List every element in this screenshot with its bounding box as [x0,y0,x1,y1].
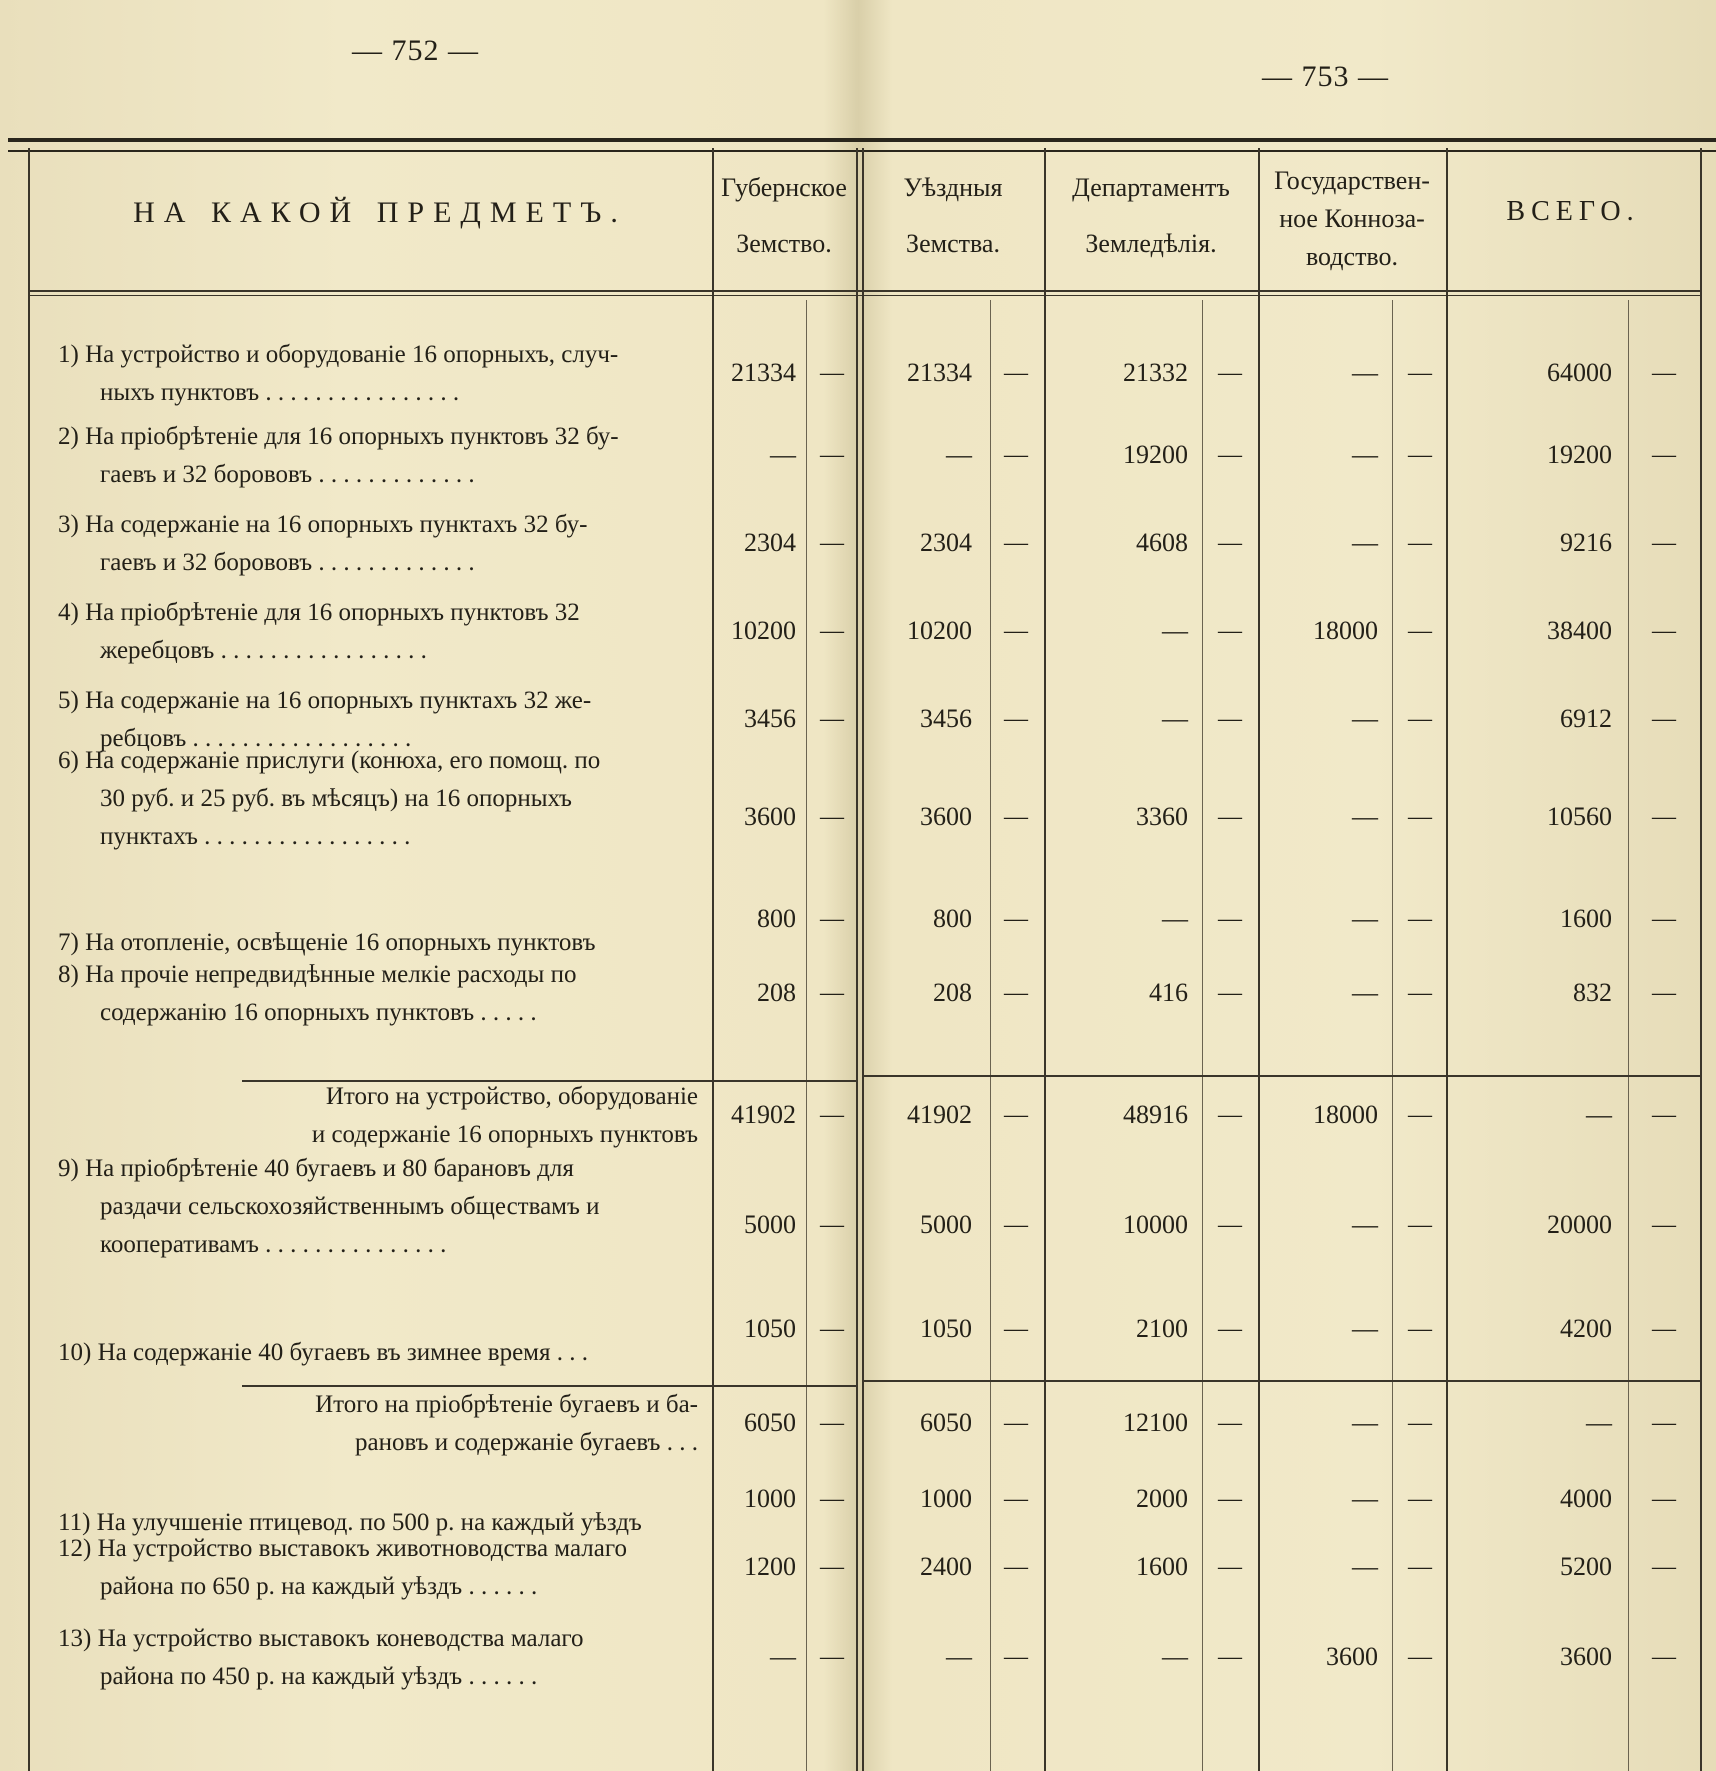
cell-uezd-k: — [1004,980,1028,1006]
cell-uezd: 10200 [907,616,972,645]
cell-dept-k: — [1218,530,1242,556]
cell-gos-k: — [1408,1212,1432,1238]
cell-gos: — [1352,358,1378,387]
row-label-line: ребцовъ . . . . . . . . . . . . . . . . . . [100,725,412,752]
row-label [58,506,698,582]
header-uezd [862,168,1044,264]
row-label-line: 10) На содержаніе 40 бугаевъ въ зимнее время . . . [58,1339,589,1366]
row-label-line: 9) На пріобрѣтеніе 40 бугаевъ и 80 барановъ для [58,1155,574,1182]
cell-gub: 3456 [744,704,796,733]
cell-gub: — [770,440,796,469]
cell-total: — [1586,1408,1612,1437]
cell-gos: 18000 [1313,616,1378,645]
cell-uezd: 800 [933,904,972,933]
cell-dept: 1600 [1136,1552,1188,1581]
cell-gub: 10200 [731,616,796,645]
cell-dept: — [1162,904,1188,933]
header-gos-line2: ное Конноза- [1279,204,1425,233]
cell-gub: 1050 [744,1314,796,1343]
row-label-line: гаевъ и 32 борововъ . . . . . . . . . . . . . [100,549,475,576]
cell-gos: — [1352,1484,1378,1513]
row-label [58,742,698,856]
cell-gos-k: — [1408,442,1432,468]
cell-gub: 2304 [744,528,796,557]
row-label-line: 8) На прочіе непредвидѣнные мелкіе расходы по [58,961,577,988]
cell-uezd: — [946,440,972,469]
header-subject: НА КАКОЙ ПРЕДМЕТЪ. [133,196,627,229]
cell-uezd: 2304 [920,528,972,557]
row-label-line: содержанію 16 опорныхъ пунктовъ . . . . . [100,999,537,1026]
row-label-line: пунктахъ . . . . . . . . . . . . . . . . . [100,823,411,850]
cell-total-k: — [1652,1486,1676,1512]
cell-uezd: 6050 [920,1408,972,1437]
row-label-line: 30 руб. и 25 руб. въ мѣсяцъ) на 16 опорныхъ [100,785,572,812]
subtotal-rule-2-right [862,1380,1700,1382]
cell-gub-k: — [820,1410,844,1436]
cell-dept: 19200 [1123,440,1188,469]
cell-gos-k: — [1408,530,1432,556]
cell-total: 5200 [1560,1552,1612,1581]
row-label [58,1150,698,1264]
cell-total: — [1586,1100,1612,1129]
row-label-line: района по 450 р. на каждый уѣздъ . . . . . . [100,1663,538,1690]
header-dept-line2: Земледѣлія. [1085,229,1217,258]
cell-uezd-k: — [1004,618,1028,644]
cell-total-k: — [1652,442,1676,468]
cell-uezd: 3600 [920,802,972,831]
cell-dept-k: — [1218,706,1242,732]
cell-gub-k: — [820,1486,844,1512]
row-label-line: района по 650 р. на каждый уѣздъ . . . . . . [100,1573,538,1600]
row-label-line: кооперативамъ . . . . . . . . . . . . . . . [100,1231,447,1258]
cell-uezd-k: — [1004,530,1028,556]
row-label-line: 11) На улучшеніе птицевод. по 500 р. на каждый уѣздъ [58,1509,642,1536]
cell-dept: — [1162,616,1188,645]
cell-gub-k: — [820,618,844,644]
cell-total: 4200 [1560,1314,1612,1343]
col-divider-gos-kop [1392,300,1393,1771]
cell-total-k: — [1652,618,1676,644]
cell-uezd: 1050 [920,1314,972,1343]
cell-dept: 10000 [1123,1210,1188,1239]
cell-total-k: — [1652,1212,1676,1238]
cell-gub-k: — [820,360,844,386]
cell-gos: — [1352,704,1378,733]
cell-gos-k: — [1408,804,1432,830]
col-divider-gub-kop [806,300,807,1771]
cell-dept-k: — [1218,1316,1242,1342]
cell-uezd-k: — [1004,804,1028,830]
col-divider-total-kop [1628,300,1629,1771]
cell-total: 10560 [1547,802,1612,831]
row-label-line: раздачи сельскохозяйственнымъ обществамъ и [100,1193,600,1220]
cell-dept-k: — [1218,360,1242,386]
cell-dept-k: — [1218,1212,1242,1238]
col-divider-gos [1258,148,1260,1771]
cell-gub-k: — [820,980,844,1006]
cell-gos: — [1352,528,1378,557]
cell-gub: — [770,1642,796,1671]
cell-uezd: 41902 [907,1100,972,1129]
cell-dept-k: — [1218,442,1242,468]
row-label-line: 3) На содержаніе на 16 опорныхъ пунктахъ 32 бу- [58,511,588,538]
cell-uezd-k: — [1004,1486,1028,1512]
page-number-right: — 753 — [1262,60,1389,93]
row-label-line: 1) На устройство и оборудованіе 16 опорныхъ, случ- [58,341,619,368]
cell-total-k: — [1652,980,1676,1006]
header-dept [1044,168,1258,264]
page-number-left: — 752 — [352,34,479,67]
cell-dept: 2100 [1136,1314,1188,1343]
cell-uezd-k: — [1004,360,1028,386]
cell-dept-k: — [1218,1554,1242,1580]
cell-uezd-k: — [1004,1102,1028,1128]
table-right-border [1700,148,1702,1771]
cell-total-k: — [1652,360,1676,386]
row-label [58,1334,698,1372]
cell-dept-k: — [1218,1486,1242,1512]
cell-gub: 6050 [744,1408,796,1437]
header-gos [1258,162,1446,276]
row-label-line: 7) На отопленіе, освѣщеніе 16 опорныхъ пунктовъ [58,929,596,956]
row-label-line: 5) На содержаніе на 16 опорныхъ пунктахъ 32 же- [58,687,592,714]
header-gos-line1: Государствен- [1274,166,1430,195]
cell-gos: — [1352,1408,1378,1437]
cell-dept: — [1162,1642,1188,1671]
cell-gos: 18000 [1313,1100,1378,1129]
cell-total: 832 [1573,978,1612,1007]
cell-gub-k: — [820,1554,844,1580]
cell-uezd-k: — [1004,1554,1028,1580]
header-gos-line3: водство. [1305,242,1399,271]
cell-total: 4000 [1560,1484,1612,1513]
cell-total: 19200 [1547,440,1612,469]
cell-dept-k: — [1218,618,1242,644]
cell-gub-k: — [820,706,844,732]
cell-gos: — [1352,1210,1378,1239]
cell-total: 1600 [1560,904,1612,933]
row-label-line: Итого на пріобрѣтеніе бугаевъ и ба- [315,1391,698,1418]
cell-gos-k: — [1408,360,1432,386]
cell-uezd: 208 [933,978,972,1007]
row-label-line: рановъ и содержаніе бугаевъ . . . [354,1429,698,1456]
cell-gos-k: — [1408,618,1432,644]
cell-total: 9216 [1560,528,1612,557]
cell-gub-k: — [820,804,844,830]
cell-gos-k: — [1408,906,1432,932]
cell-dept: 48916 [1123,1100,1188,1129]
cell-dept-k: — [1218,1644,1242,1670]
row-label-line: ныхъ пунктовъ . . . . . . . . . . . . . . . . [100,379,460,406]
cell-gub: 5000 [744,1210,796,1239]
cell-dept: 4608 [1136,528,1188,557]
header-dept-line1: Департаментъ [1072,173,1230,202]
cell-gub-k: — [820,442,844,468]
table-left-border [28,148,30,1771]
cell-gos: 3600 [1326,1642,1378,1671]
cell-gos-k: — [1408,1410,1432,1436]
row-label-line: Итого на устройство, оборудованіе [325,1083,698,1110]
col-divider-gub [712,148,714,1771]
col-divider-dept-kop [1202,300,1203,1771]
cell-total-k: — [1652,1102,1676,1128]
row-label [58,418,698,494]
cell-gub-k: — [820,1212,844,1238]
cell-uezd: — [946,1642,972,1671]
col-divider-uezd [862,148,864,1771]
header-total: ВСЕГО. [1506,196,1640,227]
row-label-line: 6) На содержаніе прислуги (конюха, его помощ. по [58,747,601,774]
cell-gub: 3600 [744,802,796,831]
cell-total: 64000 [1547,358,1612,387]
cell-uezd-k: — [1004,1410,1028,1436]
header-uezd-line1: Уѣздныя [903,173,1003,202]
row-label-line: гаевъ и 32 борововъ . . . . . . . . . . . . . [100,461,475,488]
cell-gub: 800 [757,904,796,933]
row-label-line: 4) На пріобрѣтеніе для 16 опорныхъ пунктовъ 32 [58,599,580,626]
cell-gos: — [1352,440,1378,469]
row-label [58,336,698,412]
cell-total-k: — [1652,1644,1676,1670]
col-divider-gutter [856,148,858,1771]
cell-total-k: — [1652,1410,1676,1436]
cell-uezd: 2400 [920,1552,972,1581]
cell-uezd-k: — [1004,1212,1028,1238]
cell-total-k: — [1652,530,1676,556]
header-bottom-rule [30,290,1700,296]
cell-total: 3600 [1560,1642,1612,1671]
cell-uezd-k: — [1004,442,1028,468]
cell-dept: — [1162,704,1188,733]
row-label-line: жеребцовъ . . . . . . . . . . . . . . . . . [100,637,427,664]
cell-uezd: 3456 [920,704,972,733]
cell-uezd: 21334 [907,358,972,387]
cell-uezd-k: — [1004,906,1028,932]
cell-gos-k: — [1408,1102,1432,1128]
cell-dept: 12100 [1123,1408,1188,1437]
cell-gub: 1200 [744,1552,796,1581]
cell-gos-k: — [1408,1486,1432,1512]
row-label-line: 2) На пріобрѣтеніе для 16 опорныхъ пунктовъ 32 бу- [58,423,619,450]
header-gub-line2: Земство. [736,229,832,258]
cell-uezd-k: — [1004,1644,1028,1670]
row-label-line: и содержаніе 16 опорныхъ пунктовъ [311,1121,698,1148]
cell-gos: — [1352,1552,1378,1581]
row-label-line: 13) На устройство выставокъ коневодства малаго [58,1625,584,1652]
row-label [58,956,698,1032]
col-divider-dept [1044,148,1046,1771]
cell-gub-k: — [820,1316,844,1342]
subtotal-label [150,1386,698,1462]
row-label [58,1620,698,1696]
cell-gub: 1000 [744,1484,796,1513]
subtotal-label [150,1078,698,1154]
cell-gos: — [1352,802,1378,831]
col-divider-total [1446,148,1448,1771]
cell-gub: 41902 [731,1100,796,1129]
cell-total: 6912 [1560,704,1612,733]
cell-total-k: — [1652,906,1676,932]
cell-dept-k: — [1218,906,1242,932]
header-gub [712,168,856,264]
col-divider-uezd-kop [990,300,991,1771]
cell-dept: 416 [1149,978,1188,1007]
cell-dept: 21332 [1123,358,1188,387]
header-gub-line1: Губернское [721,173,847,202]
cell-total-k: — [1652,706,1676,732]
cell-uezd-k: — [1004,706,1028,732]
cell-total-k: — [1652,804,1676,830]
cell-gos: — [1352,1314,1378,1343]
cell-gub: 21334 [731,358,796,387]
cell-gos-k: — [1408,1644,1432,1670]
cell-total-k: — [1652,1316,1676,1342]
row-label [58,594,698,670]
cell-uezd-k: — [1004,1316,1028,1342]
cell-gos-k: — [1408,706,1432,732]
cell-gos-k: — [1408,1554,1432,1580]
cell-dept-k: — [1218,804,1242,830]
row-label [58,1530,698,1606]
cell-total-k: — [1652,1554,1676,1580]
subtotal-rule-1-right [862,1075,1700,1077]
cell-gos: — [1352,978,1378,1007]
cell-total: 38400 [1547,616,1612,645]
cell-dept: 3360 [1136,802,1188,831]
cell-gos-k: — [1408,980,1432,1006]
cell-uezd: 5000 [920,1210,972,1239]
cell-uezd: 1000 [920,1484,972,1513]
cell-gub-k: — [820,530,844,556]
cell-gub-k: — [820,1644,844,1670]
header-uezd-line2: Земства. [906,229,1000,258]
row-label-line: 12) На устройство выставокъ животноводства малаго [58,1535,627,1562]
cell-gub-k: — [820,1102,844,1128]
cell-dept-k: — [1218,980,1242,1006]
cell-dept-k: — [1218,1102,1242,1128]
cell-dept: 2000 [1136,1484,1188,1513]
cell-dept-k: — [1218,1410,1242,1436]
cell-gos: — [1352,904,1378,933]
cell-gub-k: — [820,906,844,932]
cell-gub: 208 [757,978,796,1007]
cell-gos-k: — [1408,1316,1432,1342]
cell-total: 20000 [1547,1210,1612,1239]
